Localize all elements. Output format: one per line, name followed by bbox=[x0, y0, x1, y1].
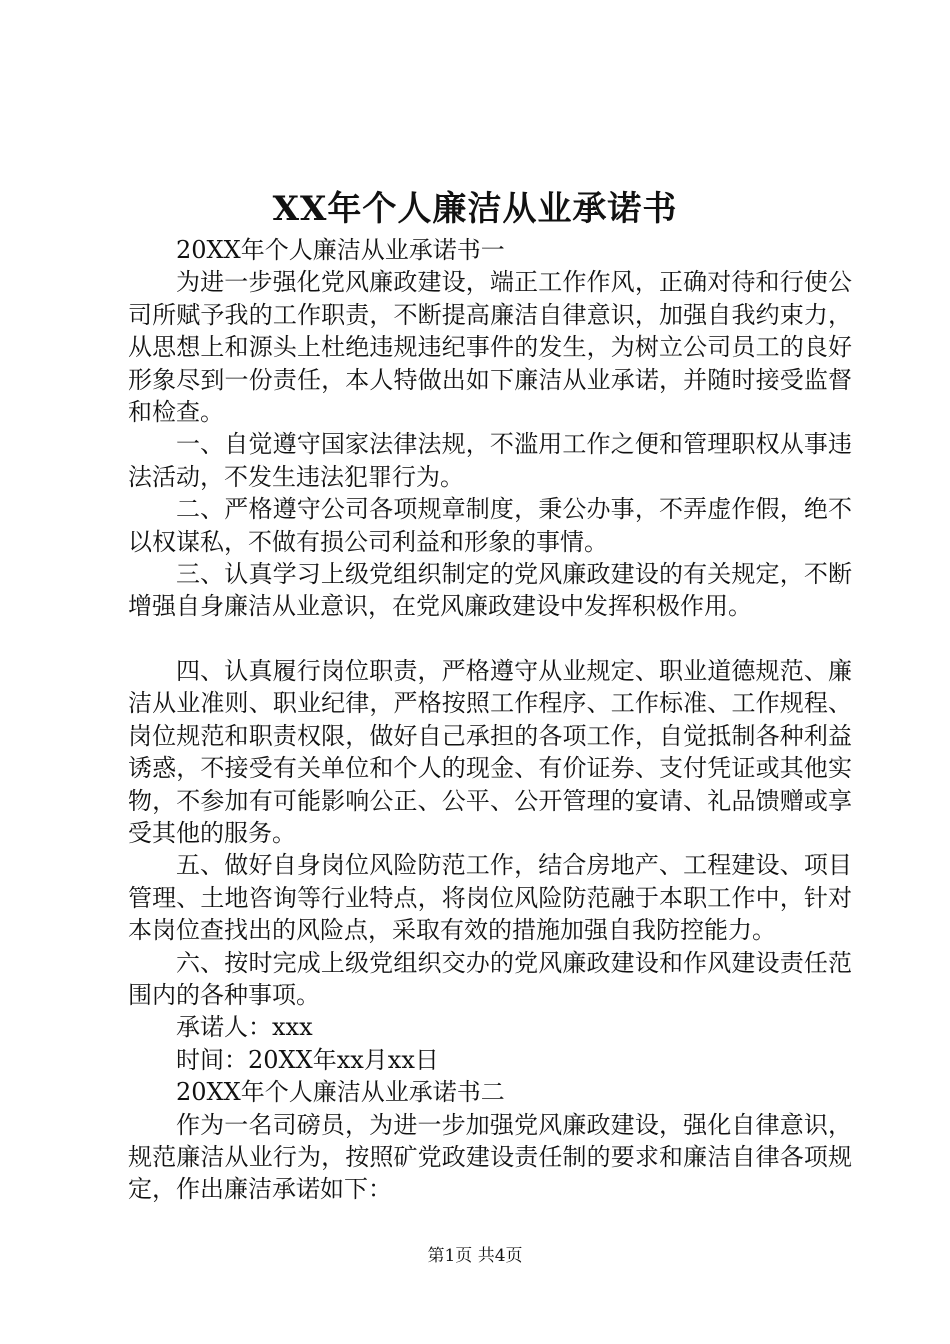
page-number-footer: 第1页 共4页 bbox=[427, 1246, 523, 1266]
document-body bbox=[128, 234, 852, 1206]
date-line: 时间：20XX年xx月xx日 bbox=[176, 1045, 439, 1074]
commitment-item-2: 二、严格遵守公司各项规章制度，秉公办事，不弄虚作假，绝不以权谋私，不做有损公司利益和形象的事情。 bbox=[128, 495, 852, 556]
section-heading-1: 20XX年个人廉洁从业承诺书一 bbox=[176, 236, 505, 264]
commitment-item-6: 六、按时完成上级党组织交办的党风廉政建设和作风建设责任范围内的各种事项。 bbox=[128, 948, 852, 1009]
commitment-item-3: 三、认真学习上级党组织制定的党风廉政建设的有关规定，不断增强自身廉洁从业意识，在党风廉政建设中发挥积极作用。 bbox=[128, 560, 852, 621]
signatory-line: 承诺人：xxx bbox=[176, 1013, 313, 1042]
commitment-item-4: 四、认真履行岗位职责，严格遵守从业规定、职业道德规范、廉洁从业准则、职业纪律，严格按照工作程序、工作标准、工作规程、岗位规范和职责权限，做好自己承担的各项工作，自觉抵制各种利益诱惑，不接受有关单位和个人的现金、有价证券、支付凭证或其他实物，不参加有可能影响公正、公平、公开管理的宴请、礼品馈赠或享受其他的服务。 bbox=[128, 656, 852, 847]
section-2-intro-paragraph: 作为一名司磅员，为进一步加强党风廉政建设，强化自律意识，规范廉洁从业行为，按照矿党政建设责任制的要求和廉洁自律各项规定，作出廉洁承诺如下： bbox=[128, 1110, 852, 1204]
commitment-item-1: 一、自觉遵守国家法律法规，不滥用工作之便和管理职权从事违法活动，不发生违法犯罪行为。 bbox=[128, 430, 852, 491]
commitment-item-5: 五、做好自身岗位风险防范工作，结合房地产、工程建设、项目管理、土地咨询等行业特点，将岗位风险防范融于本职工作中，针对本岗位查找出的风险点，采取有效的措施加强自我防控能力。 bbox=[128, 851, 852, 945]
section-heading-2: 20XX年个人廉洁从业承诺书二 bbox=[176, 1078, 505, 1107]
intro-paragraph: 为进一步强化党风廉政建设，端正工作作风，正确对待和行使公司所赋予我的工作职责，不断提高廉洁自律意识，加强自我约束力，从思想上和源头上杜绝违规违纪事件的发生，为树立公司员工的良好形象尽到一份责任，本人特做出如下廉洁从业承诺，并随时接受监督和检查。 bbox=[128, 268, 852, 427]
document-title: XX年个人廉洁从业承诺书 bbox=[272, 189, 678, 229]
